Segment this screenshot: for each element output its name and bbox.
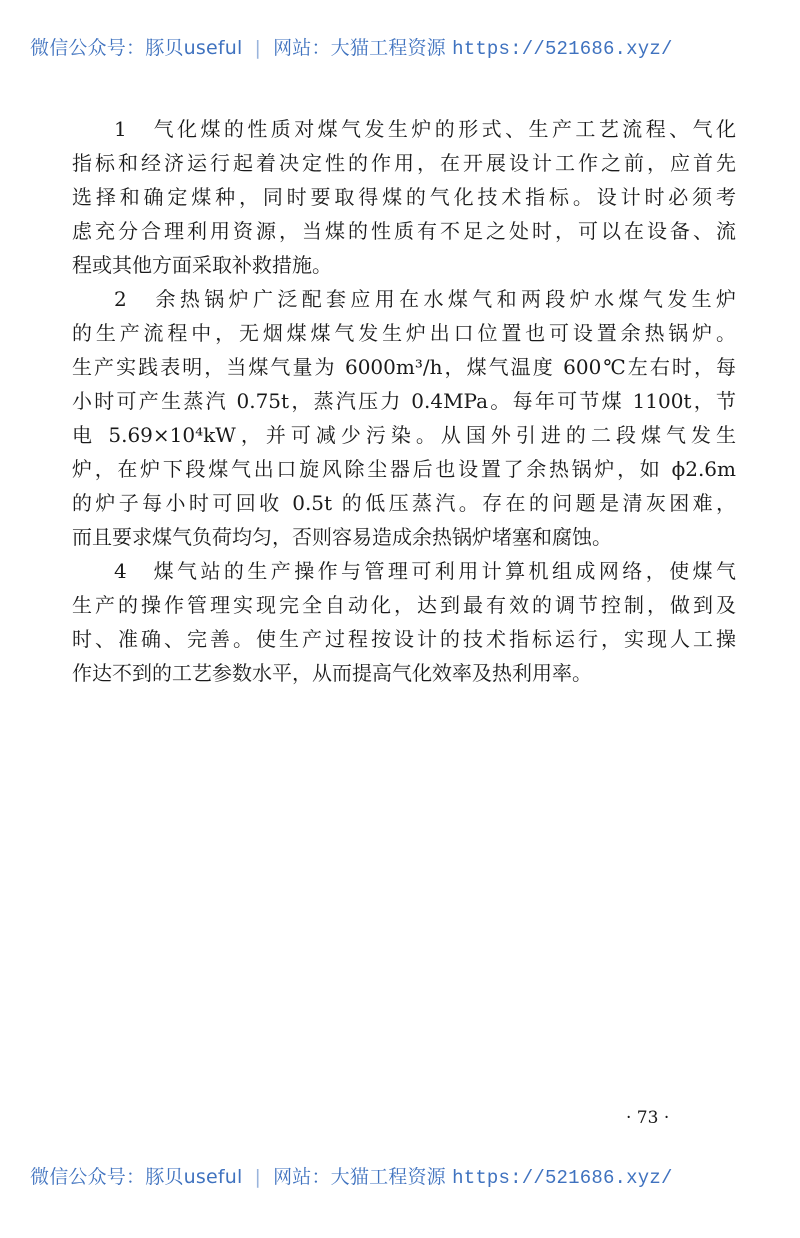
- text-line: 虑充分合理利用资源，当煤的性质有不足之处时，可以在设备、流: [72, 219, 736, 243]
- watermark-separator: |: [254, 1166, 262, 1188]
- text-line: 炉，在炉下段煤气出口旋风除尘器后也设置了余热锅炉，如 ϕ2.6m: [72, 457, 736, 481]
- text-line: 的生产流程中，无烟煤煤气发生炉出口位置也可设置余热锅炉。: [72, 321, 736, 345]
- text-line: 电 5.69×10⁴kW，并可减少污染。从国外引进的二段煤气发生: [72, 423, 736, 447]
- watermark-footer: [30, 1162, 775, 1189]
- paragraph: [72, 112, 736, 282]
- watermark-site: 网站：大猫工程资源: [273, 1166, 446, 1188]
- text-line: 指标和经济运行起着决定性的作用，在开展设计工作之前，应首先: [72, 151, 736, 175]
- text-line: 作达不到的工艺参数水平，从而提高气化效率及热利用率。: [72, 661, 592, 685]
- watermark-url[interactable]: https://521686.xyz/: [452, 38, 673, 60]
- text-line: 程或其他方面采取补救措施。: [72, 253, 332, 277]
- page-number: · 73 ·: [626, 1108, 670, 1128]
- paragraph: [72, 554, 736, 690]
- watermark-label: 微信公众号：豚贝useful: [30, 1166, 243, 1188]
- paragraph: [72, 282, 736, 554]
- text-line: 小时可产生蒸汽 0.75t，蒸汽压力 0.4MPa。每年可节煤 1100t，节: [72, 389, 736, 413]
- text-line: 时、准确、完善。使生产过程按设计的技术指标运行，实现人工操: [72, 627, 736, 651]
- watermark-site: 网站：大猫工程资源: [273, 37, 446, 59]
- text-line: 的炉子每小时可回收 0.5t 的低压蒸汽。存在的问题是清灰困难，: [72, 491, 736, 515]
- watermark-label: 微信公众号：豚贝useful: [30, 37, 243, 59]
- watermark-separator: |: [254, 37, 262, 59]
- text-line: 4 煤气站的生产操作与管理可利用计算机组成网络，使煤气: [114, 559, 736, 583]
- text-line: 2 余热锅炉广泛配套应用在水煤气和两段炉水煤气发生炉: [114, 287, 736, 311]
- text-line: 生产的操作管理实现完全自动化，达到最有效的调节控制，做到及: [72, 593, 736, 617]
- watermark-url[interactable]: https://521686.xyz/: [452, 1167, 673, 1189]
- text-line: 1 气化煤的性质对煤气发生炉的形式、生产工艺流程、气化: [114, 117, 736, 141]
- text-line: 选择和确定煤种，同时要取得煤的气化技术指标。设计时必须考: [72, 185, 736, 209]
- watermark-header: [30, 33, 775, 60]
- text-line: 而且要求煤气负荷均匀，否则容易造成余热锅炉堵塞和腐蚀。: [72, 525, 612, 549]
- document-body: [72, 112, 736, 690]
- text-line: 生产实践表明，当煤气量为 6000m³/h，煤气温度 600℃左右时，每: [72, 355, 736, 379]
